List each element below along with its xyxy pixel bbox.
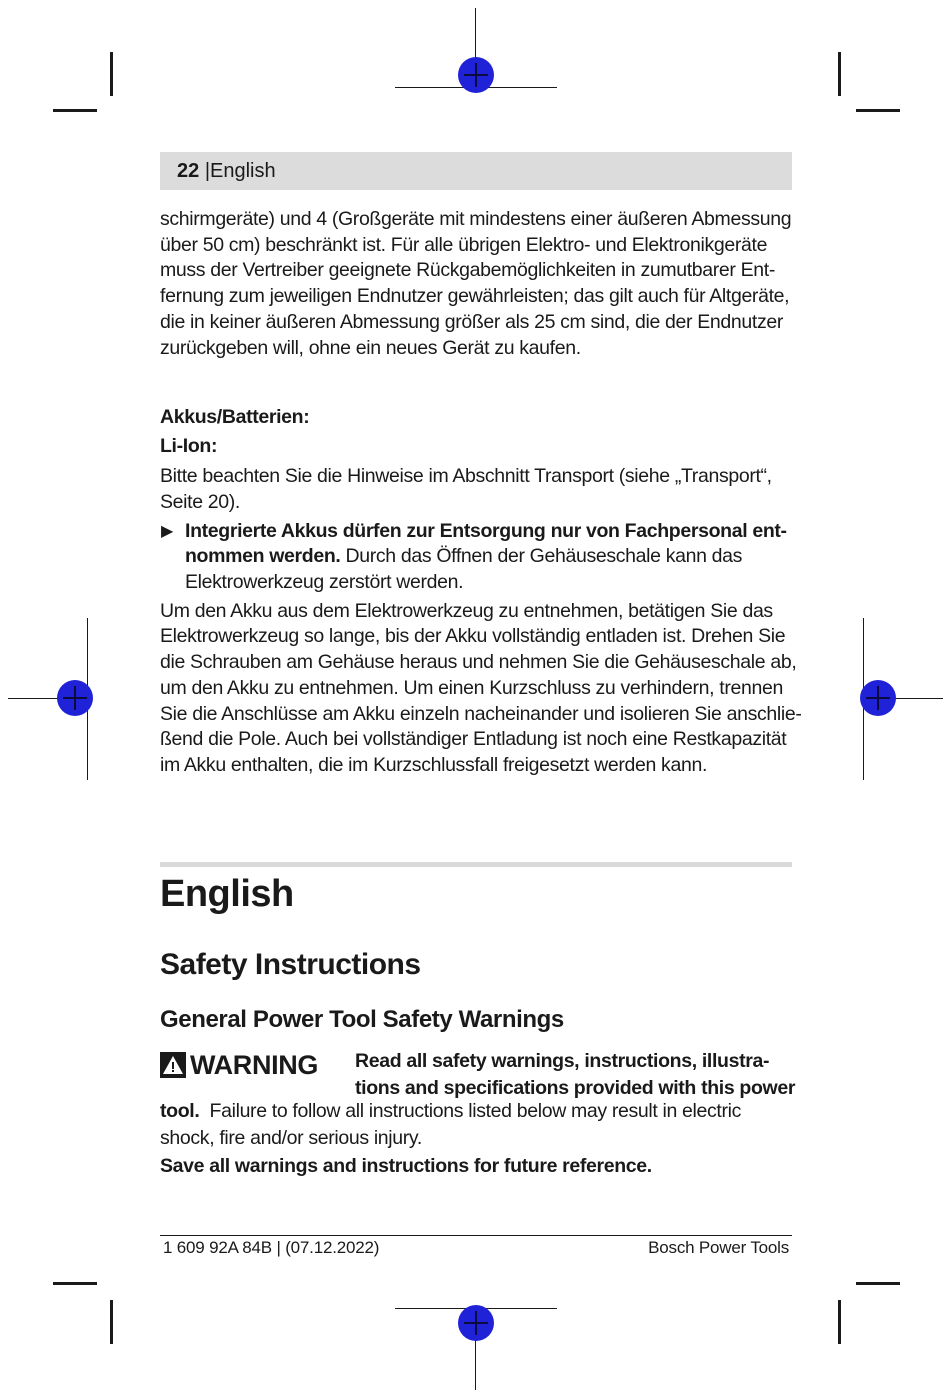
registration-mark-top bbox=[458, 57, 494, 93]
crop-mark bbox=[838, 1300, 841, 1344]
registration-mark-left bbox=[57, 680, 93, 716]
header-language: English bbox=[210, 160, 276, 182]
crop-mark bbox=[856, 1282, 900, 1285]
text-line: Um den Akku aus dem Elektrowerkzeug zu entnehmen, betätigen Sie das bbox=[160, 599, 773, 622]
footer-rule bbox=[160, 1235, 792, 1236]
transport-note bbox=[160, 464, 792, 515]
bullet-bold-text: nommen werden. bbox=[185, 545, 341, 568]
warning-label: WARNING bbox=[190, 1050, 319, 1080]
liion-heading: Li-Ion: bbox=[160, 435, 218, 458]
text-line: um den Akku zu entnehmen. Um einen Kurzschluss zu verhindern, trennen bbox=[160, 676, 783, 699]
bullet-text: Durch das Öffnen der Gehäuseschale kann das bbox=[340, 545, 743, 568]
section-title: English bbox=[160, 873, 294, 915]
main-content bbox=[160, 207, 802, 779]
text-line: die Schrauben am Gehäuse heraus und nehmen Sie die Gehäuseschale ab, bbox=[160, 651, 797, 674]
intro-paragraph bbox=[160, 207, 792, 361]
warning-rest: Failure to follow all instructions listed below may result in electric bbox=[199, 1100, 742, 1122]
footer-brand: Bosch Power Tools bbox=[648, 1238, 789, 1257]
warning-text bbox=[355, 1048, 795, 1101]
bullet-item bbox=[160, 519, 792, 596]
footer-doc-number: 1 609 92A 84B | (07.12.2022) bbox=[163, 1238, 380, 1257]
bullet-arrow-icon: ▶ bbox=[161, 522, 173, 540]
text-line: Seite 20). bbox=[160, 490, 240, 513]
warning-badge bbox=[160, 1050, 318, 1080]
text-line: zurückgeben will, ohne ein neues Gerät zu kaufen. bbox=[160, 336, 581, 359]
section-divider bbox=[160, 862, 792, 867]
warning-continuation bbox=[160, 1098, 792, 1180]
text-line: im Akku enthalten, die im Kurzschlussfall freigesetzt werden kann. bbox=[160, 753, 708, 776]
text-line: Bitte beachten Sie die Hinweise im Abschnitt Transport (siehe „Transport“, bbox=[160, 465, 772, 488]
warning-triangle-icon bbox=[160, 1052, 186, 1078]
warning-rest: shock, fire and/or serious injury. bbox=[160, 1126, 422, 1149]
crop-mark bbox=[856, 109, 900, 112]
crop-mark bbox=[53, 1282, 97, 1285]
registration-mark-right bbox=[860, 680, 896, 716]
crop-mark bbox=[838, 52, 841, 96]
text-line: schirmgeräte) und 4 (Großgeräte mit mindestens einer äußeren Abmessung bbox=[160, 208, 792, 230]
removal-paragraph bbox=[160, 599, 802, 779]
bullet-text: Elektrowerkzeug zerstört werden. bbox=[185, 571, 464, 594]
crop-mark bbox=[110, 1300, 113, 1344]
text-line: ßend die Pole. Auch bei vollständiger Entladung ist noch eine Restkapazität bbox=[160, 728, 787, 751]
text-line: muss der Vertreiber geeignete Rückgabemöglichkeiten in zumutbarer Ent- bbox=[160, 259, 776, 282]
text-line: Sie die Anschlüsse am Akku einzeln nacheinander und isolieren Sie anschlie- bbox=[160, 702, 802, 725]
crop-mark bbox=[53, 109, 97, 112]
crop-mark bbox=[110, 52, 113, 96]
general-warnings-title: General Power Tool Safety Warnings bbox=[160, 1006, 564, 1033]
bullet-bold-line: Integrierte Akkus dürfen zur Entsorgung nur von Fachpersonal ent- bbox=[185, 519, 787, 542]
text-line: fernung zum jeweiligen Endnutzer gewährleisten; das gilt auch für Altgeräte, bbox=[160, 285, 790, 308]
warning-line: Read all safety warnings, instructions, illustra- bbox=[355, 1050, 770, 1072]
text-line: Elektrowerkzeug so lange, bis der Akku vollständig entladen ist. Drehen Sie bbox=[160, 625, 786, 648]
text-line: über 50 cm) beschränkt ist. Für alle übrigen Elektro- und Elektronikgeräte bbox=[160, 233, 768, 256]
warning-line: tions and specifications provided with this power bbox=[355, 1076, 796, 1099]
akkus-heading: Akkus/Batterien: bbox=[160, 406, 310, 429]
warning-bold-end: tool. bbox=[160, 1100, 200, 1122]
save-note: Save all warnings and instructions for future reference. bbox=[160, 1155, 652, 1177]
safety-title: Safety Instructions bbox=[160, 948, 421, 981]
header-separator: | bbox=[204, 160, 211, 182]
page-header bbox=[160, 152, 792, 190]
page-number: 22 bbox=[177, 160, 200, 182]
registration-mark-bottom bbox=[458, 1305, 494, 1341]
text-line: die in keiner äußeren Abmessung größer als 25 cm sind, die der Endnutzer bbox=[160, 310, 783, 333]
